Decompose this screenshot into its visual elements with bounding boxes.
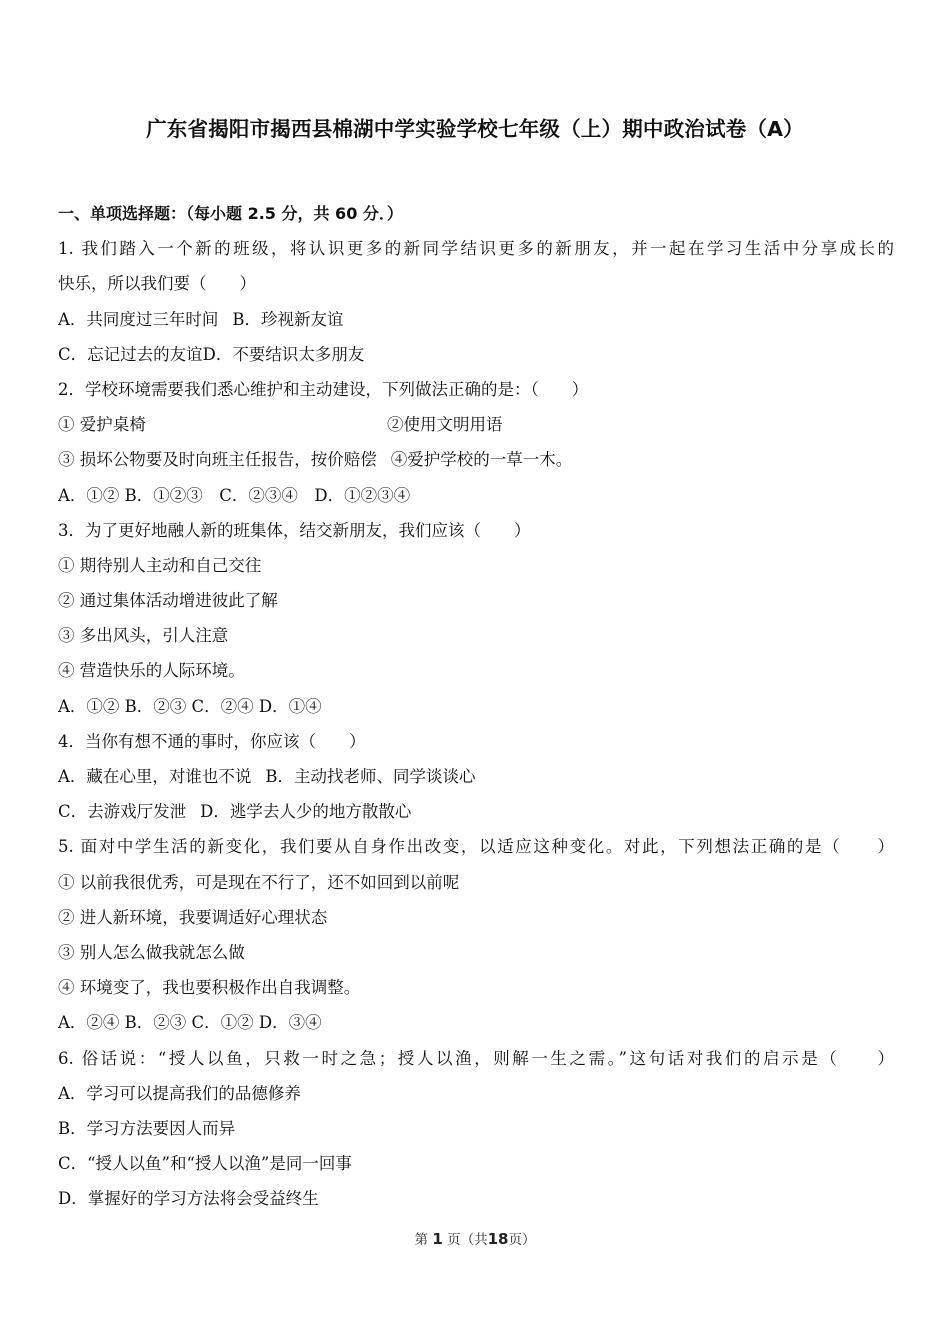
option-row: A．②④ B．②③ C．①② D．③④ [58,1013,322,1033]
option-b: B．珍视新友谊 [232,309,344,329]
question-1 [58,231,894,372]
exam-content [58,196,894,1216]
option-a: A．共同度过三年时间 [58,309,219,329]
question-stem: 6. 俗话说：“授人以鱼，只救一时之急；授人以渔，则解一生之需。”这句话对我们的启示是（ ） [58,1048,894,1068]
option-row: A．①② B．②③ C．②④ D．①④ [58,696,322,716]
footer-middle: 页（共 [447,1232,488,1248]
statement-4: ④爱护学校的一草一木。 [390,450,573,470]
statement-3: ③ 损坏公物要及时向班主任报告，按价赔偿 [58,450,377,470]
option-row [58,337,894,372]
option-a: A．藏在心里，对谁也不说 [58,767,252,786]
total-page-number: 18 [487,1230,509,1248]
option-c: C．“授人以鱼”和“授人以渔”是同一回事 [58,1154,352,1174]
statement-1: ① 期待别人主动和自己交往 [58,555,262,575]
option-row [58,759,894,794]
option-c: C．忘记过去的友谊 [58,344,203,364]
exam-title: 广东省揭阳市揭西县棉湖中学实验学校七年级（上）期中政治试卷（A） [146,117,804,141]
question-stem: 5. 面对中学生活的新变化，我们要从自身作出改变，以适应这种变化。对此，下列想法正确的是（ ） [58,837,894,857]
statement-4: ④ 环境变了，我也要积极作出自我调整。 [58,978,361,998]
statement-2: ② 通过集体活动增进彼此了解 [58,591,278,611]
statement-3: ③ 别人怎么做我就怎么做 [58,942,245,962]
page-footer [0,1228,950,1248]
footer-prefix: 第 [414,1232,429,1248]
question-3 [58,513,894,724]
option-a: A．学习可以提高我们的品德修养 [58,1083,301,1103]
question-stem: 1. 我们踏入一个新的班级，将认识更多的新同学结识更多的新朋友，并一起在学习生活中分享成长的 [58,239,894,259]
option-c: C．去游戏厅发泄 [58,802,187,822]
question-stem: 3．为了更好地融人新的班集体，结交新朋友，我们应该（ ） [58,520,531,540]
statement-1: ① 以前我很优秀，可是现在不行了，还不如回到以前呢 [58,872,460,892]
option-b: B．学习方法要因人而异 [58,1118,236,1138]
question-stem: 4．当你有想不通的事时，你应该（ ） [58,731,366,751]
question-4 [58,724,894,830]
statement-2: ② 进人新环境，我要调适好心理状态 [58,907,328,927]
option-d: D．不要结识太多朋友 [202,344,365,364]
section-heading: 一、单项选择题：（每小题 2.5 分，共 60 分．） [58,204,403,223]
statement-3: ③ 多出风头，引人注意 [58,626,229,646]
question-6 [58,1041,894,1217]
question-2 [58,372,894,513]
question-stem-continued: 快乐，所以我们要（ ） [58,274,256,294]
statement-1: ① 爱护桌椅 [58,415,146,435]
statement-row [58,442,894,477]
question-5 [58,829,894,1040]
statement-row [58,407,894,442]
option-d: D．逃学去人少的地方散散心 [200,802,412,822]
statement-2: ②使用文明用语 [387,415,503,435]
footer-suffix: 页） [508,1232,536,1248]
statement-4: ④ 营造快乐的人际环境。 [58,661,245,681]
option-b: B．主动找老师、同学谈谈心 [265,767,476,786]
question-stem: 2．学校环境需要我们悉心维护和主动建设，下列做法正确的是：（ ） [58,379,589,399]
current-page-number: 1 [432,1230,443,1248]
option-row: A．①② B．①②③ C．②③④ D．①②③④ [58,485,411,505]
option-row [58,794,894,829]
option-row [58,302,894,337]
option-d: D．掌握好的学习方法将会受益终生 [58,1189,319,1209]
